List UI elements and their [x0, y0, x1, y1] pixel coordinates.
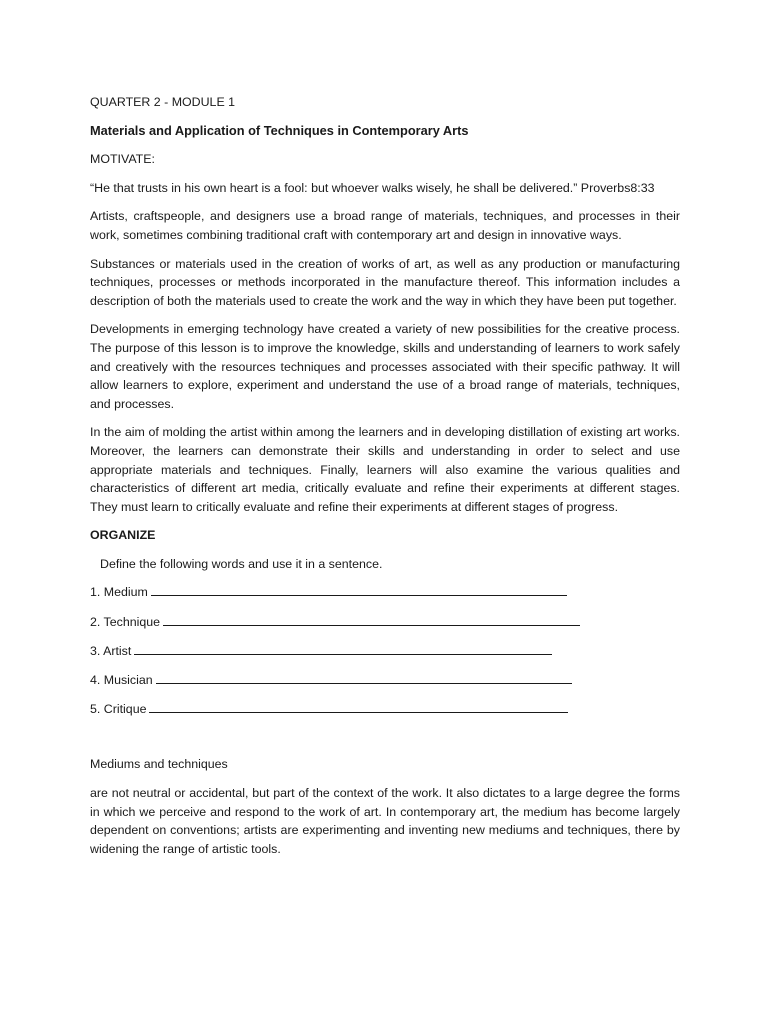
- motivate-paragraph-1: Artists, craftspeople, and designers use a broad range of materials, techniques, and processes in their work, sometimes combining traditional craft with contemporary art and design in innovative ways.: [90, 209, 680, 242]
- answer-blank-line[interactable]: [156, 671, 572, 684]
- definition-label: 3. Artist: [90, 643, 132, 658]
- definition-label: 2. Technique: [90, 614, 161, 629]
- quarter-module-label: QUARTER 2 - MODULE 1: [90, 95, 236, 109]
- definition-label: 1. Medium: [90, 585, 148, 600]
- definition-item-musician: [90, 671, 680, 690]
- motivate-paragraph-2: Substances or materials used in the creation of works of art, as well as any production or manufacturing techniques, processes or methods incorporated in the manufacture thereof. This information includes a description of both the materials used to create the work and the way in which they have been put together.: [90, 256, 680, 308]
- organize-heading: ORGANIZE: [90, 528, 156, 543]
- section-spacer: [90, 729, 680, 755]
- definition-item-technique: [90, 613, 680, 632]
- organize-instruction: Define the following words and use it in a sentence.: [100, 556, 383, 571]
- document-page: [90, 93, 680, 868]
- definition-label: 5. Critique: [90, 702, 147, 717]
- motivate-heading: MOTIVATE:: [90, 152, 155, 167]
- page-title: Materials and Application of Techniques in Contemporary Arts: [90, 122, 469, 138]
- answer-blank-line[interactable]: [163, 613, 580, 626]
- answer-blank-line[interactable]: [149, 700, 568, 713]
- definition-item-medium: [90, 583, 680, 602]
- answer-blank-line[interactable]: [151, 583, 567, 596]
- answer-blank-line[interactable]: [134, 642, 552, 655]
- definition-label: 4. Musician: [90, 673, 153, 688]
- motivate-paragraph-4: In the aim of molding the artist within among the learners and in developing distillation of existing art works. Moreover, the learners can demonstrate their skills and understanding in order to select and use appropriate materials and techniques. Finally, learners will also examine the various qualities and characteristics of different art media, critically evaluate and refine their experiments at different stages. They must learn to critically evaluate and refine their experiments at different stages of progress.: [90, 425, 680, 514]
- proverb-quote: “He that trusts in his own heart is a fool: but whoever walks wisely, he shall be delivered.” Proverbs8:33: [90, 180, 655, 195]
- mediums-heading: Mediums and techniques: [90, 757, 228, 772]
- definition-item-artist: [90, 642, 680, 661]
- mediums-paragraph: are not neutral or accidental, but part of the context of the work. It also dictates to a large degree the forms in which we perceive and respond to the work of art. In contemporary art, the medium has become largely dependent on conventions; artists are experimenting and inventing new mediums and techniques, there by widening the range of artistic tools.: [90, 786, 680, 856]
- definition-item-critique: [90, 700, 680, 719]
- motivate-paragraph-3: Developments in emerging technology have created a variety of new possibilities for the creative process. The purpose of this lesson is to improve the knowledge, skills and understanding of learners to work safely and creatively with the resources techniques and processes associated with their specific pathway. It will allow learners to explore, experiment and understand the use of a broad range of materials, techniques, and processes.: [90, 322, 680, 411]
